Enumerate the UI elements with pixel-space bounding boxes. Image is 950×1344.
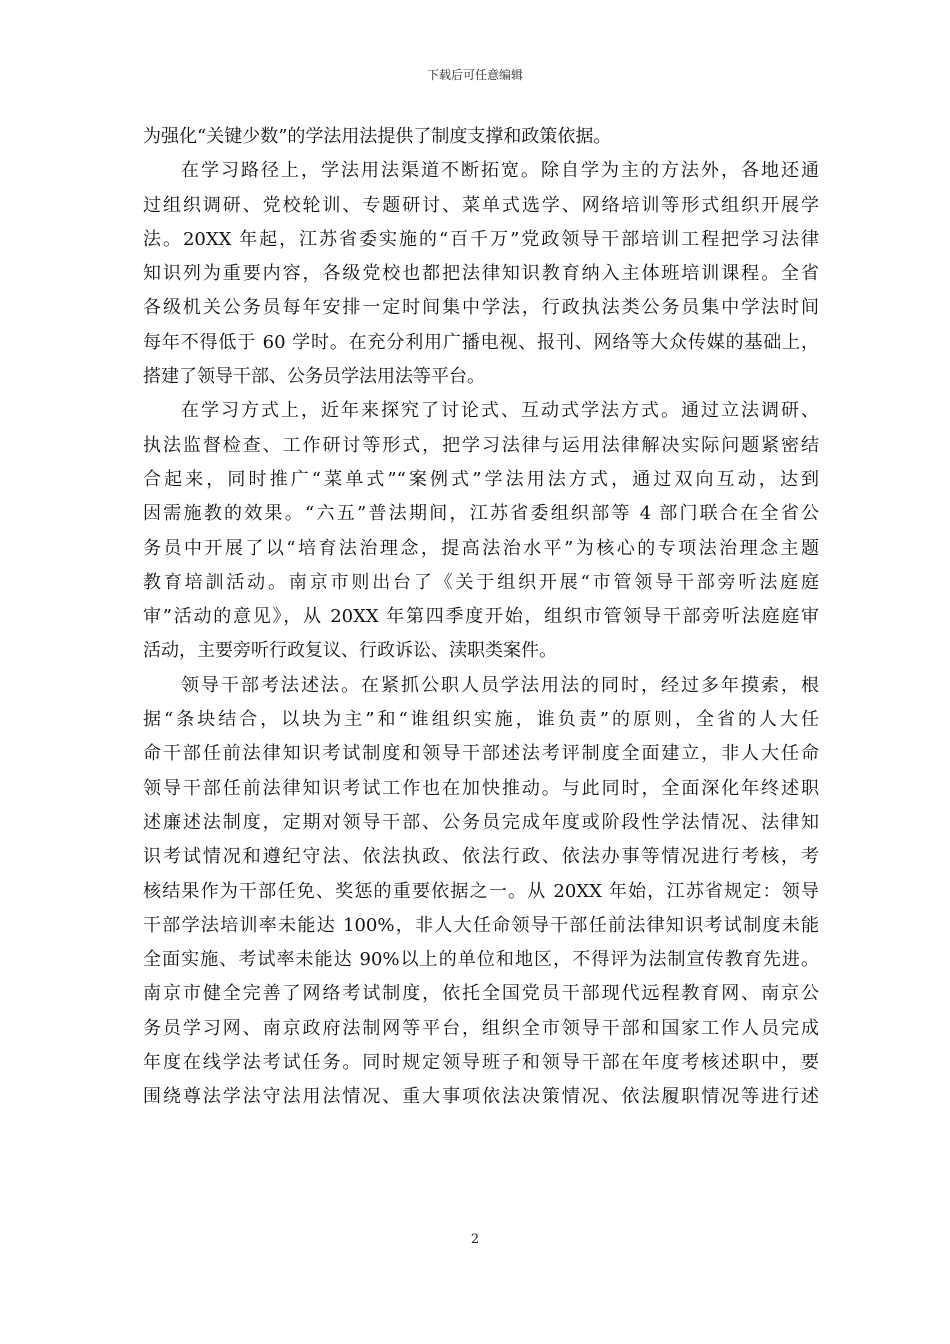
text-line: 搭建了领导干部、公务员学法用法等平台。 <box>143 366 485 388</box>
text-line: 执法监督检查、工作研讨等形式，把学习法律与运用法律解决实际问题紧密结 <box>143 434 819 456</box>
text-line: 合起来，同时推广“菜单式”“案例式”学法用法方式，通过双向互动，达到 <box>143 468 819 490</box>
text-line: 知识列为重要内容，各级党校也都把法律知识教育纳入主体班培训课程。全省 <box>143 263 819 285</box>
text-line: 年度在线学法考试任务。同时规定领导班子和领导干部在年度考核述职中，要 <box>143 1052 819 1074</box>
text-line: 过组织调研、党校轮训、专题研讨、菜单式选学、网络培训等形式组织开展学 <box>143 194 819 216</box>
text-line: 南京市健全完善了网络考试制度，依托全国党员干部现代远程教育网、南京公 <box>143 983 819 1005</box>
text-line: 领导干部任前法律知识考试工作也在加快推动。与此同时，全面深化年终述职 <box>143 777 819 799</box>
text-line: 干部学法培训率未能达 100%，非人大任命领导干部任前法律知识考试制度未能 <box>143 914 819 936</box>
text-line: 据“条块结合，以块为主”和“谁组织实施，谁负责”的原则，全省的人大任 <box>143 709 819 731</box>
text-line: 在学习方式上，近年来探究了讨论式、互动式学法方式。通过立法调研、 <box>181 400 819 422</box>
text-line: 每年不得低于 60 学时。在充分利用广播电视、报刊、网络等大众传媒的基础上， <box>143 331 819 353</box>
text-line: 述廉述法制度，定期对领导干部、公务员完成年度或阶段性学法情况、法律知 <box>143 811 819 833</box>
page-header: 下载后可任意编辑 <box>426 68 523 82</box>
text-line: 领导干部考法述法。在紧抓公职人员学法用法的同时，经过多年摸索，根 <box>181 674 819 696</box>
text-line: 教育培訓活动。南京市则出台了《关于组织开展“市管领导干部旁听法庭庭 <box>143 571 819 593</box>
text-line: 识考试情况和遵纪守法、依法执政、依法行政、依法办事等情况进行考核，考 <box>143 846 819 868</box>
document-body <box>143 120 819 1115</box>
text-line: 全面实施、考试率未能达 90%以上的单位和地区，不得评为法制宣传教育先进。 <box>143 949 819 971</box>
text-line: 各级机关公务员每年安排一定时间集中学法，行政执法类公务员集中学法时间 <box>143 297 819 319</box>
text-line: 因需施教的效果。“六五”普法期间，江苏省委组织部等 4 部门联合在全省公 <box>143 503 819 525</box>
text-line: 核结果作为干部任免、奖惩的重要依据之一。从 20XX 年始，江苏省规定：领导 <box>143 880 819 902</box>
text-line: 命干部任前法律知识考试制度和领导干部述法考评制度全面建立，非人大任命 <box>143 743 819 765</box>
text-line: 务员学习网、南京政府法制网等平台，组织全市领导干部和国家工作人员完成 <box>143 1017 819 1039</box>
text-line: 活动，主要旁听行政复议、行政诉讼、渎职类案件。 <box>143 640 557 662</box>
text-line: 法。20XX 年起，江苏省委实施的“百千万”党政领导干部培训工程把学习法律 <box>143 228 819 250</box>
text-line: 审”活动的意见》，从 20XX 年第四季度开始，组织市管领导干部旁听法庭庭审 <box>143 606 819 628</box>
text-line: 为强化“关键少数”的学法用法提供了制度支撑和政策依据。 <box>143 126 612 147</box>
page-number: 2 <box>470 1232 480 1247</box>
text-line: 围绕尊法学法守法用法情况、重大事项依法决策情况、依法履职情况等进行述 <box>143 1086 819 1108</box>
text-line: 在学习路径上，学法用法渠道不断拓宽。除自学为主的方法外，各地还通 <box>181 160 819 182</box>
text-line: 务员中开展了以“培育法治理念，提高法治水平”为核心的专项法治理念主题 <box>143 537 819 559</box>
